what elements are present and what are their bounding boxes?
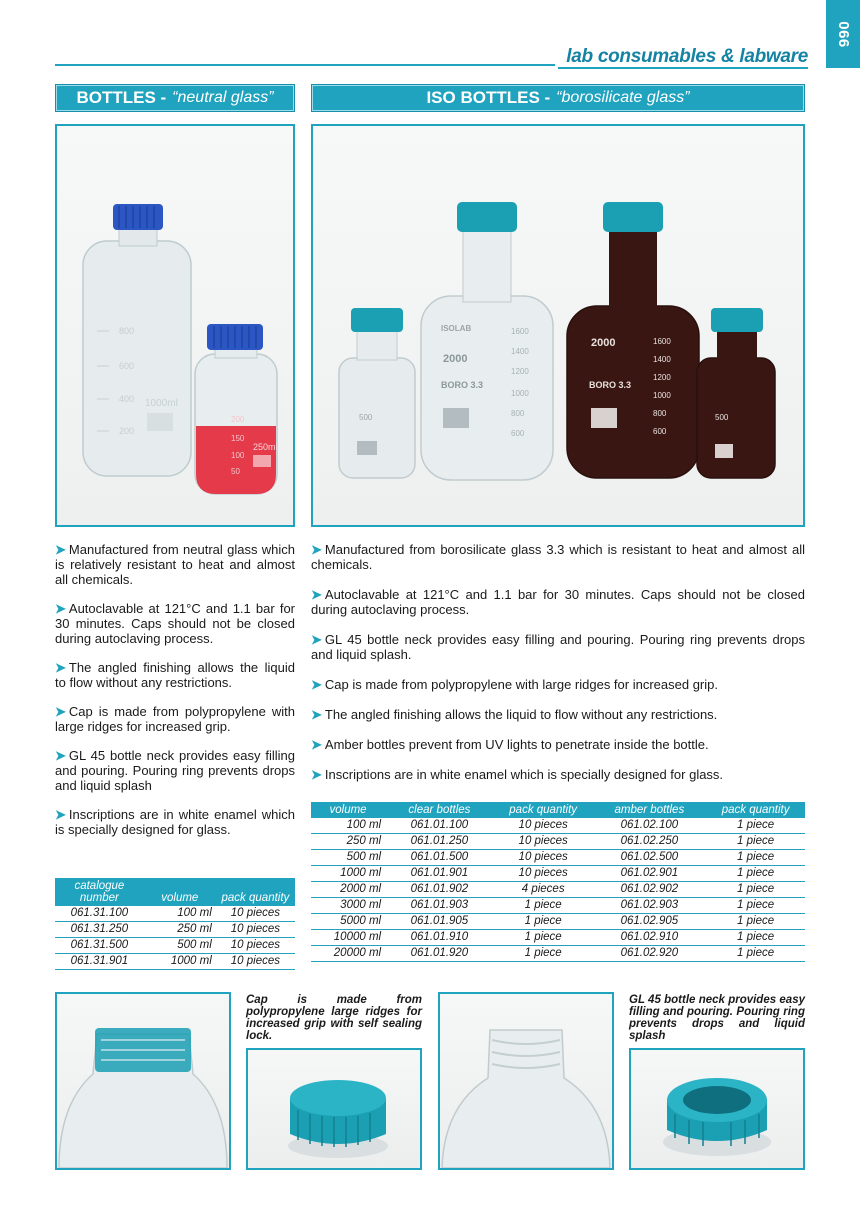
col-pack-quantity: pack quantity — [216, 878, 295, 906]
svg-text:1400: 1400 — [511, 347, 529, 356]
table-row — [311, 850, 805, 866]
table-cell: 1 piece — [706, 914, 805, 930]
amber-large-boro: BORO 3.3 — [589, 380, 632, 390]
clear-large-boro: BORO 3.3 — [441, 380, 484, 390]
table-row — [55, 938, 295, 954]
table-cell: 10000 ml — [311, 930, 385, 946]
table-cell: 250 ml — [144, 922, 216, 938]
table-cell: 061.02.910 — [593, 930, 707, 946]
table-cell: 061.02.903 — [593, 898, 707, 914]
table-cell: 1 piece — [706, 946, 805, 962]
col-clear-bottles: clear bottles — [385, 802, 494, 818]
banner-iso-sub: “borosilicate glass” — [556, 89, 690, 106]
table-cell: 1 piece — [706, 866, 805, 882]
table-cell: 1 piece — [706, 898, 805, 914]
table-cell: 061.02.250 — [593, 834, 707, 850]
svg-text:800: 800 — [119, 326, 135, 336]
table-row — [55, 954, 295, 970]
table-cell: 061.31.250 — [55, 922, 144, 938]
table-cell: 061.01.250 — [385, 834, 494, 850]
table-cell: 061.31.100 — [55, 906, 144, 922]
table-cell: 500 ml — [144, 938, 216, 954]
list-item: ➤ Cap is made from polypropylene with large ridges for increased grip. — [55, 704, 295, 734]
svg-text:1200: 1200 — [653, 373, 671, 382]
table-row — [55, 906, 295, 922]
table-row — [311, 866, 805, 882]
clear-large-brand: ISOLAB — [441, 324, 472, 333]
table-cell: 1 piece — [706, 930, 805, 946]
table-cell: 061.01.920 — [385, 946, 494, 962]
list-item: ➤ GL 45 bottle neck provides easy filling and pouring. Pouring ring prevents drops and liquid splash — [55, 748, 295, 793]
iso-bottles-photo — [311, 124, 805, 527]
chevron-right-icon: ➤ — [55, 542, 66, 557]
table-cell: 2000 ml — [311, 882, 385, 898]
table-cell: 061.01.100 — [385, 818, 494, 834]
list-item: ➤ The angled finishing allows the liquid to flow without any restrictions. — [311, 707, 718, 722]
col-catalogue-number: catalogue number — [55, 878, 144, 906]
svg-text:800: 800 — [511, 409, 525, 418]
table-cell: 1 piece — [706, 834, 805, 850]
pouring-ring-photo — [629, 1048, 805, 1170]
svg-text:100: 100 — [231, 451, 245, 460]
table-row — [311, 914, 805, 930]
table-cell: 1000 ml — [144, 954, 216, 970]
table-cell: 100 ml — [311, 818, 385, 834]
banner-bottles-sub: “neutral glass” — [172, 89, 274, 106]
list-item: ➤ Manufactured from neutral glass which is relatively resistant to heat and almost all chemicals. — [55, 542, 295, 587]
pouring-ring-illustration — [631, 1050, 803, 1168]
chevron-right-icon: ➤ — [311, 542, 322, 557]
table-cell: 10 pieces — [494, 866, 593, 882]
svg-text:1600: 1600 — [653, 337, 671, 346]
chevron-right-icon: ➤ — [55, 601, 66, 616]
neutral-bottles-table — [55, 878, 295, 970]
chevron-right-icon: ➤ — [55, 660, 66, 675]
table-cell: 10 pieces — [494, 850, 593, 866]
small-bottle-volume-label: 250ml — [253, 442, 278, 452]
table-cell: 1000 ml — [311, 866, 385, 882]
svg-text:200: 200 — [119, 426, 135, 436]
table-cell: 061.01.905 — [385, 914, 494, 930]
clear-bottle-neck-photo — [55, 992, 231, 1170]
table-row — [311, 930, 805, 946]
table-cell: 1 piece — [494, 946, 593, 962]
amber-large-ml: 2000 — [591, 337, 616, 349]
table-cell: 10 pieces — [216, 938, 295, 954]
list-item: ➤ Autoclavable at 121°C and 1.1 bar for 30 minutes. Caps should not be closed during autoclaving process. — [311, 587, 805, 617]
borosilicate-bottle-neck-photo — [438, 992, 614, 1170]
header-underline — [558, 67, 808, 69]
neck-caption: GL 45 bottle neck provides easy filling and pouring. Pouring ring prevents drops and liquid splash — [629, 994, 805, 1042]
table-cell: 10 pieces — [216, 954, 295, 970]
table-cell: 1 piece — [706, 882, 805, 898]
table-cell: 1 piece — [494, 898, 593, 914]
svg-text:1600: 1600 — [511, 327, 529, 336]
svg-text:200: 200 — [231, 415, 245, 424]
svg-text:600: 600 — [653, 427, 667, 436]
svg-text:600: 600 — [119, 361, 135, 371]
table-cell: 500 ml — [311, 850, 385, 866]
chevron-right-icon: ➤ — [311, 707, 322, 722]
col-pack-quantity-clear: pack quantity — [494, 802, 593, 818]
page-number: 066 — [834, 20, 852, 48]
table-cell: 061.01.901 — [385, 866, 494, 882]
chevron-right-icon: ➤ — [311, 632, 322, 647]
table-cell: 061.02.100 — [593, 818, 707, 834]
table-cell: 20000 ml — [311, 946, 385, 962]
col-amber-bottles: amber bottles — [593, 802, 707, 818]
table-cell: 1 piece — [706, 818, 805, 834]
svg-text:1400: 1400 — [653, 355, 671, 364]
chevron-right-icon: ➤ — [55, 704, 66, 719]
chevron-right-icon: ➤ — [311, 677, 322, 692]
table-cell: 250 ml — [311, 834, 385, 850]
clear-large-ml: 2000 — [443, 353, 468, 365]
table-cell: 061.02.920 — [593, 946, 707, 962]
clear-small-ml: 500 — [359, 413, 373, 422]
svg-text:150: 150 — [231, 434, 245, 443]
list-item: ➤ Manufactured from borosilicate glass 3.3 which is resistant to heat and almost all chemicals. — [311, 542, 805, 572]
table-header-row — [311, 802, 805, 818]
banner-iso-bottles — [311, 84, 805, 112]
banner-bottles — [55, 84, 295, 112]
cap-photo — [246, 1048, 422, 1170]
iso-features-list — [311, 542, 805, 797]
list-item: ➤ Amber bottles prevent from UV lights to penetrate inside the bottle. — [311, 737, 709, 752]
table-cell: 3000 ml — [311, 898, 385, 914]
iso-bottles-table — [311, 802, 805, 962]
neutral-features-list — [55, 542, 295, 851]
neutral-glass-bottles-photo — [55, 124, 295, 527]
amber-small-ml: 500 — [715, 413, 729, 422]
table-cell: 1 piece — [706, 850, 805, 866]
table-cell: 061.01.903 — [385, 898, 494, 914]
table-cell: 061.01.902 — [385, 882, 494, 898]
list-item: ➤ Autoclavable at 121°C and 1.1 bar for 30 minutes. Caps should not be closed during autoclaving process. — [55, 601, 295, 646]
table-row — [55, 922, 295, 938]
table-cell: 10 pieces — [494, 818, 593, 834]
list-item: ➤ GL 45 bottle neck provides easy filling and pouring. Pouring ring prevents drops and liquid splash. — [311, 632, 805, 662]
table-cell: 1 piece — [494, 930, 593, 946]
table-cell: 10 pieces — [216, 922, 295, 938]
svg-text:1200: 1200 — [511, 367, 529, 376]
table-cell: 061.02.905 — [593, 914, 707, 930]
table-cell: 061.31.901 — [55, 954, 144, 970]
svg-text:1000: 1000 — [511, 389, 529, 398]
page-number-tab — [826, 0, 860, 68]
banner-bottles-main: BOTTLES - — [76, 88, 167, 107]
table-cell: 5000 ml — [311, 914, 385, 930]
table-cell: 1 piece — [494, 914, 593, 930]
col-pack-quantity-amber: pack quantity — [706, 802, 805, 818]
cap-caption: Cap is made from polypropylene large ridges for increased grip with self sealing lock. — [246, 994, 422, 1042]
table-cell: 061.02.902 — [593, 882, 707, 898]
table-header-row — [55, 878, 295, 906]
neutral-bottles-illustration — [57, 126, 293, 525]
chevron-right-icon: ➤ — [311, 587, 322, 602]
svg-text:1000: 1000 — [653, 391, 671, 400]
svg-text:50: 50 — [231, 467, 240, 476]
teal-cap-illustration — [248, 1050, 420, 1168]
table-row — [311, 898, 805, 914]
col-volume: volume — [144, 878, 216, 906]
table-cell: 061.01.500 — [385, 850, 494, 866]
list-item: ➤ Inscriptions are in white enamel which is specially designed for glass. — [55, 807, 295, 837]
iso-bottles-illustration — [313, 126, 803, 525]
table-cell: 10 pieces — [494, 834, 593, 850]
col-volume: volume — [311, 802, 385, 818]
header-rule — [55, 64, 555, 66]
table-cell: 100 ml — [144, 906, 216, 922]
bottle-neck-teal-ring-illustration — [57, 994, 229, 1168]
table-cell: 061.02.901 — [593, 866, 707, 882]
bottle-neck-thread-illustration — [440, 994, 612, 1168]
banner-iso-main: ISO BOTTLES - — [426, 88, 551, 107]
chevron-right-icon: ➤ — [55, 807, 66, 822]
table-cell: 4 pieces — [494, 882, 593, 898]
table-row — [311, 818, 805, 834]
list-item: ➤ The angled finishing allows the liquid to flow without any restrictions. — [55, 660, 295, 690]
table-cell: 10 pieces — [216, 906, 295, 922]
table-row — [311, 834, 805, 850]
chevron-right-icon: ➤ — [311, 737, 322, 752]
page-title: lab consumables & labware — [566, 46, 808, 67]
table-row — [311, 946, 805, 962]
svg-text:600: 600 — [511, 429, 525, 438]
table-cell: 061.31.500 — [55, 938, 144, 954]
big-bottle-volume-label: 1000ml — [145, 398, 178, 409]
list-item: ➤ Inscriptions are in white enamel which is specially designed for glass. — [311, 767, 724, 782]
list-item: ➤ Cap is made from polypropylene with large ridges for increased grip. — [311, 677, 718, 692]
table-cell: 061.02.500 — [593, 850, 707, 866]
svg-text:400: 400 — [119, 394, 135, 404]
chevron-right-icon: ➤ — [55, 748, 66, 763]
table-row — [311, 882, 805, 898]
svg-text:800: 800 — [653, 409, 667, 418]
table-cell: 061.01.910 — [385, 930, 494, 946]
chevron-right-icon: ➤ — [311, 767, 322, 782]
